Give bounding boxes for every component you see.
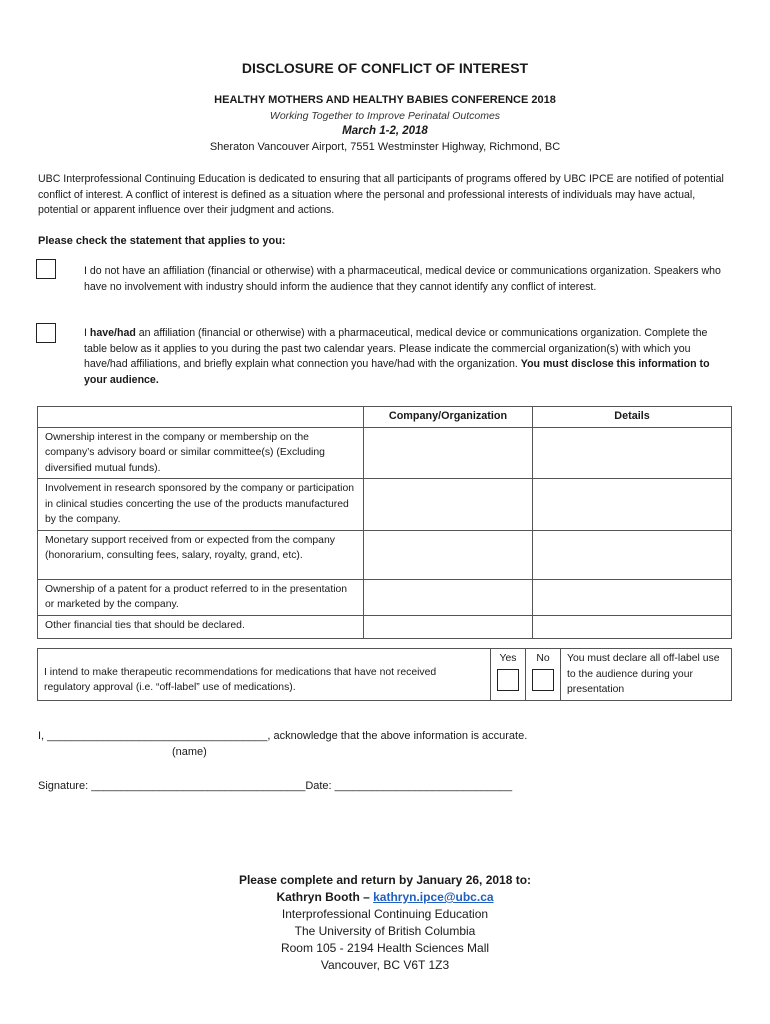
return-contact (0, 889, 770, 906)
acknowledgement-line: I, ____________________________________, acknowledge that the above information is accurate. (38, 730, 528, 742)
row-label-research: Involvement in research sponsored by the company or participation in clinical studies concerting the use of the products manufactured by the company. (38, 479, 364, 531)
row-label-other-ties: Other financial ties that should be declared. (38, 615, 364, 638)
intro-paragraph: UBC Interprofessional Continuing Education is dedicated to ensuring that all participants of programs offered by UBC IPCE are notified of potential conflict of interest. A conflict of interest is defined as a situation where the personal and professional interests of individuals may have actual, potential or apparent influence over their judgment and actions. (38, 173, 724, 216)
affiliation-table (37, 406, 732, 639)
table-header-company: Company/Organization (364, 407, 533, 428)
no-affiliation-checkbox[interactable] (36, 259, 56, 279)
company-cell-4[interactable] (364, 579, 533, 615)
conference-dates: March 1-2, 2018 (342, 125, 428, 137)
details-cell-3[interactable] (533, 530, 732, 579)
company-cell-5[interactable] (364, 615, 533, 638)
instruction-heading: Please check the statement that applies to you: (38, 235, 286, 247)
must-disclose-emphasis: You must disclose this information to your audience. (84, 358, 710, 386)
contact-name: Kathryn Booth – (276, 890, 374, 904)
table-header-row (38, 407, 732, 428)
details-cell-2[interactable] (533, 479, 732, 531)
table-row (38, 479, 732, 531)
details-cell-4[interactable] (533, 579, 732, 615)
no-label: No (536, 653, 550, 664)
company-cell-1[interactable] (364, 427, 533, 479)
email-link[interactable]: kathryn.ipce@ubc.ca (373, 890, 494, 904)
have-had-emphasis: have/had (89, 327, 136, 339)
table-row (38, 579, 732, 615)
off-label-note: You must declare all off-label use to the audience during your presentation (561, 649, 732, 701)
conference-subtitle: Working Together to Improve Perinatal Outcomes (269, 110, 501, 122)
signature-date-line: Signature: ___________________________________Date: _____________________________ (38, 780, 513, 792)
company-cell-3[interactable] (364, 530, 533, 579)
table-row (38, 530, 732, 579)
details-cell-1[interactable] (533, 427, 732, 479)
row-label-patent: Ownership of a patent for a product referred to in the presentation or marketed by the company. (38, 579, 364, 615)
conference-venue: Sheraton Vancouver Airport, 7551 Westminster Highway, Richmond, BC (209, 141, 561, 153)
table-row (38, 427, 732, 479)
document-title: DISCLOSURE OF CONFLICT OF INTEREST (241, 60, 529, 76)
no-affiliation-option: I do not have an affiliation (financial or otherwise) with a pharmaceutical, medical device or communications organization. Speakers who have no involvement with industry should inform the audience that they cannot identify any conflict of interest. (84, 265, 721, 293)
no-checkbox[interactable] (532, 669, 554, 691)
has-affiliation-option: I have/had an affiliation (financial or otherwise) with a pharmaceutical, medical device or communications organization. Complete the table below as it applies to you during the past two calendar years. Please indicate the commercial organization(s) with which you have/had affiliations, and briefly explain what connection you have/had with the organization. You must disclose this information to your audience. (84, 327, 710, 386)
has-affiliation-checkbox[interactable] (36, 323, 56, 343)
name-label: (name) (172, 746, 207, 758)
table-header-details: Details (533, 407, 732, 428)
return-org: Interprofessional Continuing Education (281, 907, 489, 921)
table-row (38, 615, 732, 638)
conference-name: HEALTHY MOTHERS AND HEALTHY BABIES CONFERENCE 2018 (214, 94, 556, 106)
off-label-row (38, 649, 732, 701)
row-label-monetary-support: Monetary support received from or expected from the company (honorarium, consulting fees, salary, royalty, grand, etc). (38, 530, 364, 579)
company-cell-2[interactable] (364, 479, 533, 531)
return-city: Vancouver, BC V6T 1Z3 (320, 958, 450, 972)
table-header-blank (38, 407, 364, 428)
return-address: Room 105 - 2194 Health Sciences Mall (280, 941, 490, 955)
yes-label: Yes (499, 653, 517, 664)
off-label-table (37, 648, 732, 701)
row-label-ownership-interest: Ownership interest in the company or membership on the company’s advisory board or similar committee(s) (Excluding diversified mutual funds). (38, 427, 364, 479)
details-cell-5[interactable] (533, 615, 732, 638)
return-deadline: Please complete and return by January 26, 2018 to: (238, 873, 532, 887)
yes-checkbox[interactable] (497, 669, 519, 691)
return-university: The University of British Columbia (294, 924, 476, 938)
off-label-no-cell (526, 649, 561, 701)
off-label-yes-cell (491, 649, 526, 701)
off-label-statement: I intend to make therapeutic recommendations for medications that have not received regulatory approval (i.e. “off-label” use of medications). (38, 649, 491, 701)
